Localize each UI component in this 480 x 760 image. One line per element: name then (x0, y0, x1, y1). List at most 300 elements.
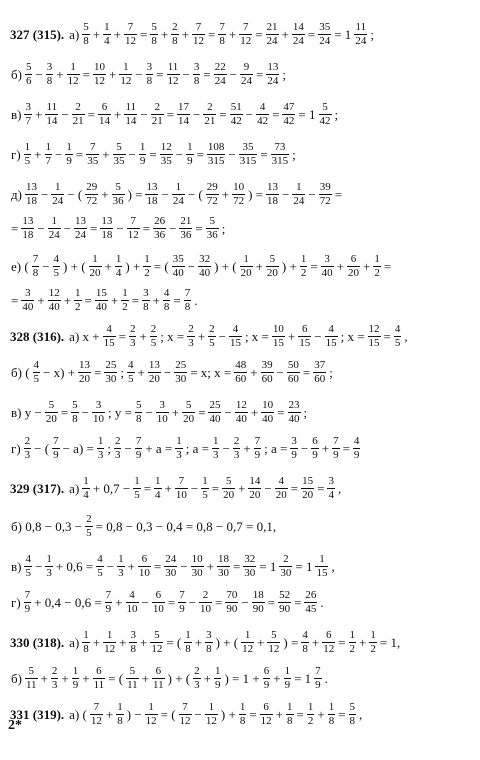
numerator: 7 (242, 21, 249, 33)
numerator: 12 (235, 399, 247, 411)
math-text: г) (11, 440, 21, 456)
math-text: + (194, 634, 203, 650)
numerator: 4 (33, 359, 40, 371)
numerator: 2 (129, 323, 136, 335)
denominator: 12 (90, 715, 102, 727)
fraction (353, 436, 361, 461)
numerator: 2 (24, 435, 31, 447)
numerator: 2 (86, 513, 92, 525)
numerator: 6 (325, 629, 332, 641)
math-text: + (114, 106, 122, 122)
math-text: − (228, 146, 236, 162)
numerator: 25 (209, 399, 221, 411)
math-text: = (131, 292, 140, 308)
numerator: 4 (353, 435, 360, 447)
numerator: 11 (355, 21, 367, 33)
denominator: 2 (307, 715, 314, 727)
fraction (186, 142, 194, 167)
math-text: + (56, 66, 64, 82)
math-text: + (104, 258, 112, 274)
denominator: 60 (261, 373, 273, 385)
fraction (279, 554, 292, 579)
denominator: 9 (353, 449, 360, 461)
fraction (71, 400, 79, 425)
denominator: 15 (299, 337, 311, 349)
fraction (33, 360, 41, 385)
numerator: 5 (185, 399, 192, 411)
denominator: 5 (33, 373, 40, 385)
numerator: 108 (207, 141, 225, 153)
numerator: 1 (212, 435, 219, 447)
denominator: 18 (267, 195, 279, 207)
denominator: 20 (240, 267, 252, 279)
denominator: 20 (79, 373, 91, 385)
math-text: + (281, 26, 289, 42)
fraction (248, 476, 261, 501)
math-text: = (196, 146, 204, 162)
numerator: 1 (75, 287, 81, 299)
equation-line (10, 102, 339, 127)
fraction (349, 702, 357, 727)
math-text: − (224, 404, 232, 420)
denominator: 12 (268, 643, 280, 655)
fraction (292, 182, 305, 207)
denominator: 9 (312, 449, 318, 461)
equation-line (10, 288, 199, 313)
numerator: 3 (159, 399, 166, 411)
math-text: − (61, 106, 69, 122)
numerator: 4 (328, 323, 334, 335)
math-text: + (92, 634, 101, 650)
math-text: + (101, 186, 109, 202)
math-text: + (221, 186, 230, 202)
numerator: 1 (287, 701, 293, 713)
fraction (46, 62, 54, 87)
math-text: = (149, 146, 157, 162)
fraction (150, 630, 163, 655)
math-text: = (167, 594, 176, 610)
fraction (124, 22, 137, 47)
math-text: = (198, 404, 206, 420)
denominator: 315 (271, 155, 289, 167)
denominator: 20 (266, 267, 278, 279)
fraction (135, 436, 143, 461)
numerator: 1 (83, 629, 89, 641)
math-text: = (208, 26, 216, 42)
fraction (349, 630, 357, 655)
math-text: ; (334, 106, 339, 122)
numerator: 2 (209, 323, 215, 335)
numerator: 1 (45, 141, 52, 153)
math-text: + (139, 634, 148, 650)
equation-line (10, 514, 277, 539)
exercise-number: 327 (315). (10, 26, 65, 42)
math-text: ; (329, 364, 333, 380)
math-text: ) = (283, 634, 299, 650)
fraction (254, 436, 262, 461)
fraction (53, 254, 61, 279)
numerator: 4 (128, 359, 134, 371)
fraction (205, 630, 213, 655)
denominator: 3 (97, 449, 104, 461)
denominator: 90 (279, 603, 291, 615)
fraction (174, 360, 187, 385)
fraction (191, 554, 204, 579)
fraction (373, 254, 381, 279)
math-text: − ( (34, 440, 50, 456)
math-text: + (336, 258, 345, 274)
numerator: 1 (24, 141, 31, 153)
denominator: 12 (93, 75, 105, 87)
fraction (67, 62, 80, 87)
denominator: 42 (319, 115, 331, 127)
denominator: 4 (328, 489, 334, 501)
math-text: + (152, 292, 160, 308)
numerator: 5 (72, 399, 78, 411)
numerator: 1 (51, 215, 57, 227)
fraction (116, 702, 124, 727)
fraction (82, 22, 90, 47)
denominator: 35 (113, 155, 125, 167)
denominator: 8 (135, 413, 142, 425)
math-text: + (92, 26, 101, 42)
denominator: 24 (292, 35, 304, 47)
numerator: 1 (122, 287, 128, 299)
numerator: 52 (279, 589, 291, 601)
denominator: 15 (103, 337, 115, 349)
math-text: в) y − (11, 404, 42, 420)
math-text: е) ( (11, 258, 29, 274)
numerator: 7 (333, 435, 339, 447)
math-text: . (320, 594, 324, 610)
fraction (287, 360, 300, 385)
math-text: + (275, 706, 283, 722)
numerator: 3 (46, 61, 53, 73)
numerator: 5 (271, 629, 277, 641)
math-text: + (238, 480, 246, 496)
fraction (145, 702, 158, 727)
numerator: 18 (217, 553, 229, 565)
denominator: 40 (48, 301, 60, 313)
math-text: + (63, 292, 72, 308)
numerator: 29 (86, 181, 98, 193)
denominator: 24 (172, 195, 184, 207)
fraction (298, 324, 311, 349)
numerator: 3 (328, 475, 334, 487)
math-text: б) (11, 66, 22, 82)
fraction (222, 476, 235, 501)
fraction (24, 142, 32, 167)
numerator: 10 (93, 61, 105, 73)
denominator: 9 (333, 449, 339, 461)
numerator: 1 (144, 253, 150, 265)
math-text: = (156, 66, 164, 82)
math-text: б) 0,8 − 0,3 − (11, 518, 83, 534)
numerator: 10 (233, 181, 245, 193)
numerator: 3 (324, 253, 330, 265)
math-text: = (232, 558, 241, 574)
denominator: 8 (193, 75, 200, 87)
math-text: = (296, 706, 304, 722)
math-text: , (331, 558, 335, 574)
numerator: 2 (202, 589, 209, 601)
math-text: − (194, 706, 202, 722)
math-text: ) + ( (214, 258, 237, 274)
math-text: + (160, 26, 169, 42)
fraction (160, 142, 173, 167)
math-text: = (338, 634, 346, 650)
fraction (212, 436, 220, 461)
fraction (51, 182, 64, 207)
denominator: 9 (139, 155, 146, 167)
fraction (95, 288, 108, 313)
denominator: 15 (325, 337, 337, 349)
numerator: 35 (242, 141, 254, 153)
numerator: 9 (243, 61, 250, 73)
denominator: 60 (287, 373, 299, 385)
fraction (179, 216, 192, 241)
math-text: − (245, 106, 254, 122)
fraction (126, 666, 139, 691)
math-text: = ( (108, 670, 124, 686)
math-text: в) (11, 106, 22, 122)
numerator: 39 (261, 359, 273, 371)
fraction (327, 476, 335, 501)
math-text: = (219, 106, 227, 122)
equation-line (10, 324, 409, 349)
denominator: 5 (202, 489, 208, 501)
fraction (89, 254, 102, 279)
fraction (198, 254, 211, 279)
denominator: 8 (287, 715, 293, 727)
fraction (32, 254, 40, 279)
fraction (267, 630, 280, 655)
denominator: 20 (249, 489, 261, 501)
fraction (192, 22, 205, 47)
math-text: − (190, 480, 199, 496)
fraction (103, 324, 116, 349)
fraction (171, 22, 179, 47)
math-text: + (317, 706, 325, 722)
fraction (85, 182, 98, 207)
denominator: 12 (242, 643, 254, 655)
numerator: 1 (66, 141, 72, 153)
denominator: 8 (151, 35, 157, 47)
numerator: 13 (75, 215, 87, 227)
numerator: 1 (374, 253, 380, 265)
numerator: 70 (226, 589, 238, 601)
math-text: + (311, 634, 320, 650)
math-text: ; x = (244, 328, 269, 344)
math-text: + (105, 706, 114, 722)
fraction (113, 142, 126, 167)
denominator: 5 (134, 489, 140, 501)
numerator: 10 (272, 323, 284, 335)
fraction (103, 630, 116, 655)
numerator: 2 (207, 101, 213, 113)
numerator: 6 (155, 589, 162, 601)
denominator: 8 (349, 715, 356, 727)
math-text: + (206, 558, 214, 574)
denominator: 12 (124, 35, 136, 47)
equation-line (10, 590, 325, 615)
fraction (321, 254, 334, 279)
math-text: − (106, 558, 115, 574)
denominator: 24 (214, 75, 226, 87)
math-text: + (287, 328, 296, 344)
math-text: + (110, 292, 119, 308)
equation-line (10, 436, 362, 461)
fraction (121, 288, 129, 313)
math-text: − (282, 186, 290, 202)
fraction (72, 666, 80, 691)
math-text: − (81, 404, 89, 420)
numerator: 1 (185, 629, 191, 641)
math-text: + 0,7 − (92, 480, 131, 496)
denominator: 36 (112, 195, 124, 207)
fraction (52, 436, 60, 461)
numerator: 4 (232, 323, 239, 335)
denominator: 12 (260, 715, 272, 727)
numerator: 12 (160, 141, 172, 153)
denominator: 24 (75, 229, 87, 241)
fraction (199, 590, 212, 615)
math-text: + (363, 258, 371, 274)
fraction (206, 216, 219, 241)
numerator: 1 (319, 553, 325, 565)
denominator: 3 (188, 337, 194, 349)
fraction (24, 554, 32, 579)
denominator: 12 (120, 75, 132, 87)
denominator: 18 (25, 195, 37, 207)
numerator: 4 (278, 475, 285, 487)
numerator: 1 (300, 253, 307, 265)
numerator: 7 (182, 701, 188, 713)
denominator: 8 (219, 35, 225, 47)
fraction (218, 22, 226, 47)
denominator: 24 (52, 195, 64, 207)
numerator: 1 (55, 181, 61, 193)
page-number: 2* (8, 718, 22, 733)
denominator: 8 (206, 643, 212, 655)
math-text: = (143, 480, 152, 496)
denominator: 8 (83, 643, 89, 655)
denominator: 36 (154, 229, 166, 241)
denominator: 24 (48, 229, 60, 241)
fraction (241, 630, 254, 655)
denominator: 24 (293, 195, 305, 207)
numerator: 1 (123, 61, 129, 73)
denominator: 10 (156, 413, 168, 425)
math-text: = (383, 328, 391, 344)
math-text: − ( (67, 186, 83, 202)
fraction (315, 554, 328, 579)
numerator: 7 (32, 253, 39, 265)
numerator: 13 (79, 359, 91, 371)
numerator: 11 (46, 101, 58, 113)
denominator: 20 (183, 413, 195, 425)
equation-line (10, 62, 287, 87)
numerator: 3 (25, 287, 31, 299)
fraction (103, 22, 111, 47)
fraction (172, 254, 185, 279)
math-text: + (37, 292, 45, 308)
fraction (127, 360, 135, 385)
fraction (96, 554, 104, 579)
equation-line (10, 182, 343, 207)
numerator: 50 (287, 359, 299, 371)
numerator: 1 (175, 181, 182, 193)
math-text: − (229, 66, 238, 82)
fraction (266, 62, 279, 87)
fraction (225, 590, 238, 615)
fraction (150, 22, 158, 47)
fraction (304, 590, 317, 615)
fraction (206, 182, 219, 207)
math-text: ) + (281, 258, 297, 274)
denominator: 42 (283, 115, 295, 127)
fraction (301, 476, 314, 501)
equation-line (10, 142, 297, 167)
denominator: 4 (83, 489, 89, 501)
fraction (142, 288, 150, 313)
math-text: ; (292, 146, 296, 162)
math-text: + (197, 328, 206, 344)
denominator: 40 (235, 413, 247, 425)
math-text: − ( (187, 186, 203, 202)
math-text: ; a = (264, 440, 288, 456)
denominator: 45 (305, 603, 317, 615)
fraction (288, 400, 301, 425)
fraction (138, 554, 151, 579)
fraction (74, 288, 82, 313)
math-text: ; (370, 26, 374, 42)
numerator: 7 (135, 435, 142, 447)
fraction (105, 590, 113, 615)
denominator: 12 (127, 229, 139, 241)
numerator: 2 (194, 665, 200, 677)
numerator: 6 (350, 253, 357, 265)
denominator: 9 (105, 603, 112, 615)
math-text: = 1 (295, 558, 313, 574)
denominator: 14 (125, 115, 137, 127)
math-text: = (249, 706, 257, 722)
denominator: 72 (319, 195, 331, 207)
denominator: 36 (180, 229, 192, 241)
math-text: − (264, 480, 272, 496)
fraction (51, 666, 59, 691)
fraction (100, 216, 113, 241)
fraction (25, 62, 33, 87)
denominator: 30 (244, 567, 256, 579)
fraction (127, 216, 140, 241)
denominator: 9 (179, 603, 185, 615)
denominator: 9 (187, 155, 193, 167)
denominator: 9 (24, 603, 31, 615)
math-text: = (139, 26, 148, 42)
fraction (45, 102, 58, 127)
numerator: 1 (134, 475, 140, 487)
numerator: 4 (106, 323, 112, 335)
denominator: 24 (241, 75, 253, 87)
denominator: 3 (176, 449, 182, 461)
fraction (152, 666, 165, 691)
numerator: 10 (191, 553, 203, 565)
fraction (271, 142, 290, 167)
numerator: 1 (83, 475, 89, 487)
math-text: ) + (125, 258, 141, 274)
denominator: 60 (235, 373, 247, 385)
